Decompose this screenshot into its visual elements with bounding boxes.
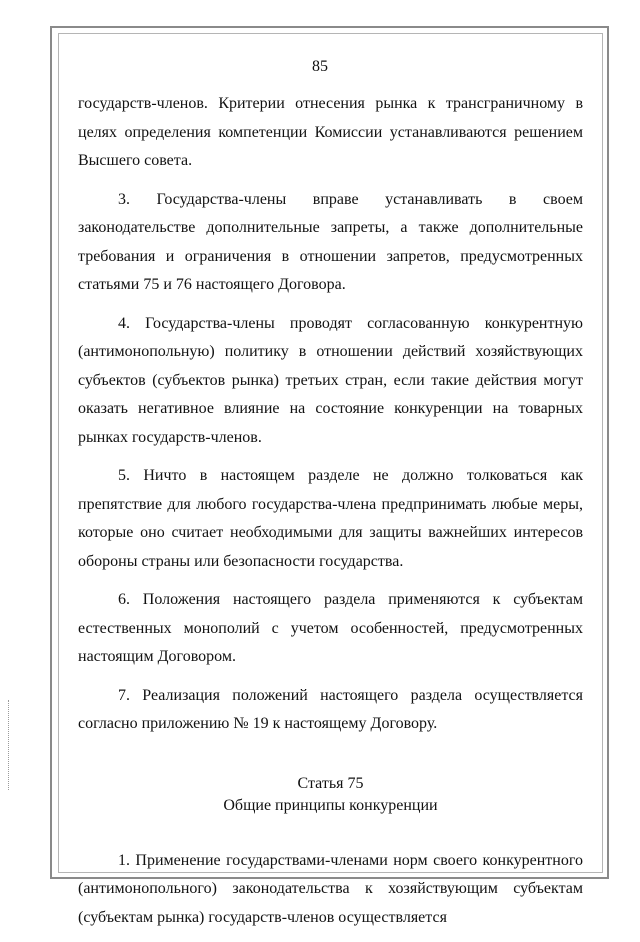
paragraph-continuation: государств-членов. Критерии отнесения рынка к трансграничному в целях определения компетенции Комиссии устанавливаются решением Высшего совета. xyxy=(78,95,583,169)
article-number: Статья 75 xyxy=(297,774,364,792)
paragraph-6: 6. Положения настоящего раздела применяются к субъектам естественных монополий с учетом особенностей, предусмотренных настоящим Договором. xyxy=(78,591,583,665)
article-title: Общие принципы конкуренции xyxy=(223,796,438,814)
page-number: 85 xyxy=(312,58,328,75)
paragraph-4: 4. Государства-члены проводят согласованную конкурентную (антимонопольную) политику в отношении действий хозяйствующих субъектов (субъектов рынка) третьих стран, если такие действия могут оказать негативное влияние на состояние конкуренции на товарных рынках государств-членов. xyxy=(78,314,583,446)
paragraph-5: 5. Ничто в настоящем разделе не должно толковаться как препятствие для любого государства-члена предпринимать любые меры, которые оно считает необходимыми для защиты важнейших интересов обороны страны или безопасности государства. xyxy=(78,467,583,570)
scan-margin-marks xyxy=(8,700,13,790)
paragraph-7: 7. Реализация положений настоящего раздела осуществляется согласно приложению № 19 к настоящему Договору. xyxy=(78,686,583,732)
document-body xyxy=(78,90,583,942)
paragraph-3: 3. Государства-члены вправе устанавливать в своем законодательстве дополнительные запреты, а также дополнительные требования и ограничения в отношении запретов, предусмотренных статьями 75 и 76 настоящего Договора. xyxy=(78,190,583,293)
article-75-paragraph-1: 1. Применение государствами-членами норм своего конкурентного (антимонопольного) законодательства к хозяйствующим субъектам (субъектам рынка) государств-членов осуществляется xyxy=(78,851,583,926)
article-heading xyxy=(78,773,583,817)
